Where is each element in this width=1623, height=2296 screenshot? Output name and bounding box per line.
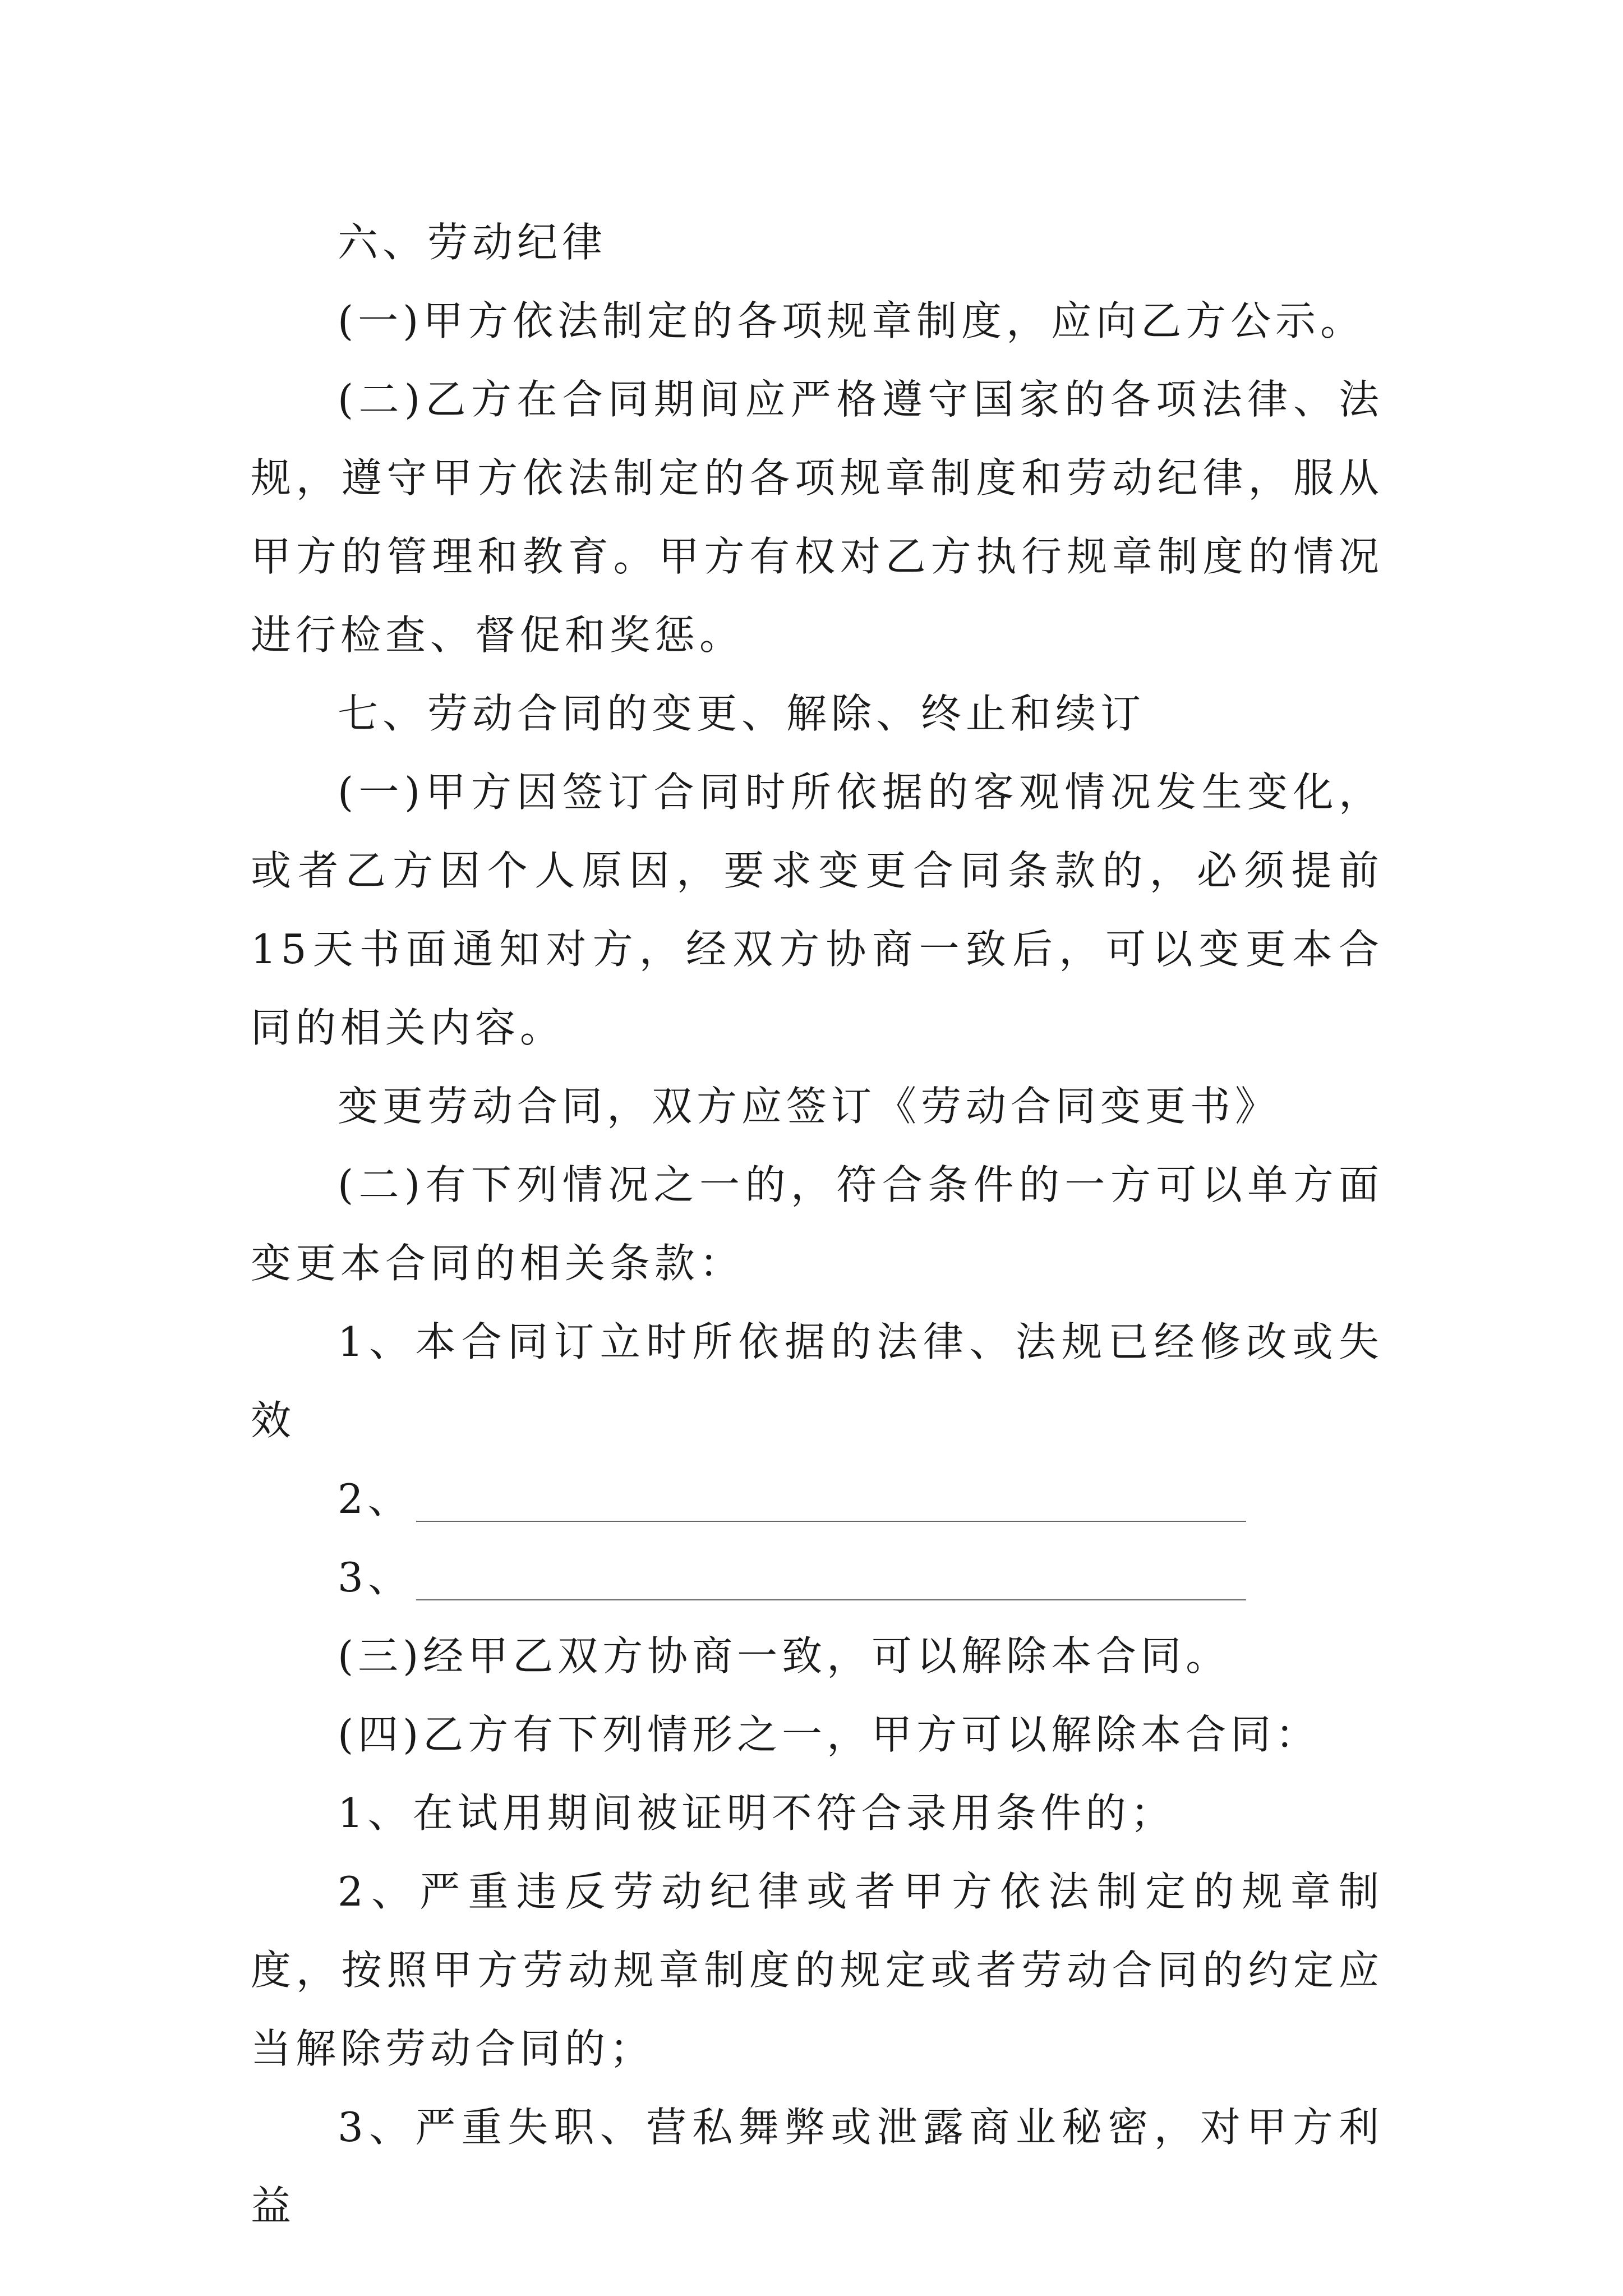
blank-fill-line xyxy=(416,1599,1246,1600)
section-heading-contract-changes: 七、劳动合同的变更、解除、终止和续订 xyxy=(338,690,1146,737)
section-heading-labor-discipline: 六、劳动纪律 xyxy=(338,219,607,266)
list-item-blank xyxy=(251,1538,1384,1617)
list-item-blank xyxy=(251,1460,1384,1538)
paragraph: (一)甲方依法制定的各项规章制度，应向乙方公示。 xyxy=(338,297,1366,344)
paragraph: (二)有下列情况之一的，符合条件的一方可以单方面变更本合同的相关条款： xyxy=(251,1161,1384,1287)
paragraph: 变更劳动合同，双方应签订《劳动合同变更书》 xyxy=(338,1083,1280,1130)
paragraph: (三)经甲乙双方协商一致，可以解除本合同。 xyxy=(338,1632,1231,1680)
paragraph: (二)乙方在合同期间应严格遵守国家的各项法律、法规，遵守甲方依法制定的各项规章制度和劳动纪律，服从甲方的管理和教育。甲方有权对乙方执行规章制度的情况进行检查、督促和奖惩。 xyxy=(251,376,1384,659)
paragraph: (一)甲方因签订合同时所依据的客观情况发生变化，或者乙方因个人原因，要求变更合同条款的，必须提前15天书面通知对方，经双方协商一致后，可以变更本合同的相关内容。 xyxy=(251,769,1384,1051)
list-item-number: 3、 xyxy=(338,1554,413,1601)
list-item: 1、本合同订立时所依据的法律、法规已经修改或失效 xyxy=(251,1318,1384,1444)
list-item-number: 2、 xyxy=(338,1475,413,1522)
document-page xyxy=(251,203,1384,2245)
list-item: 2、严重违反劳动纪律或者甲方依法制定的规章制度，按照甲方劳动规章制度的规定或者劳动合同的约定应当解除劳动合同的； xyxy=(251,1868,1384,2072)
blank-fill-line xyxy=(416,1521,1246,1522)
paragraph: (四)乙方有下列情形之一，甲方可以解除本合同： xyxy=(338,1711,1321,1758)
list-item: 1、在试用期间被证明不符合录用条件的； xyxy=(338,1789,1175,1837)
list-item: 3、严重失职、营私舞弊或泄露商业秘密，对甲方利益 xyxy=(251,2104,1384,2229)
